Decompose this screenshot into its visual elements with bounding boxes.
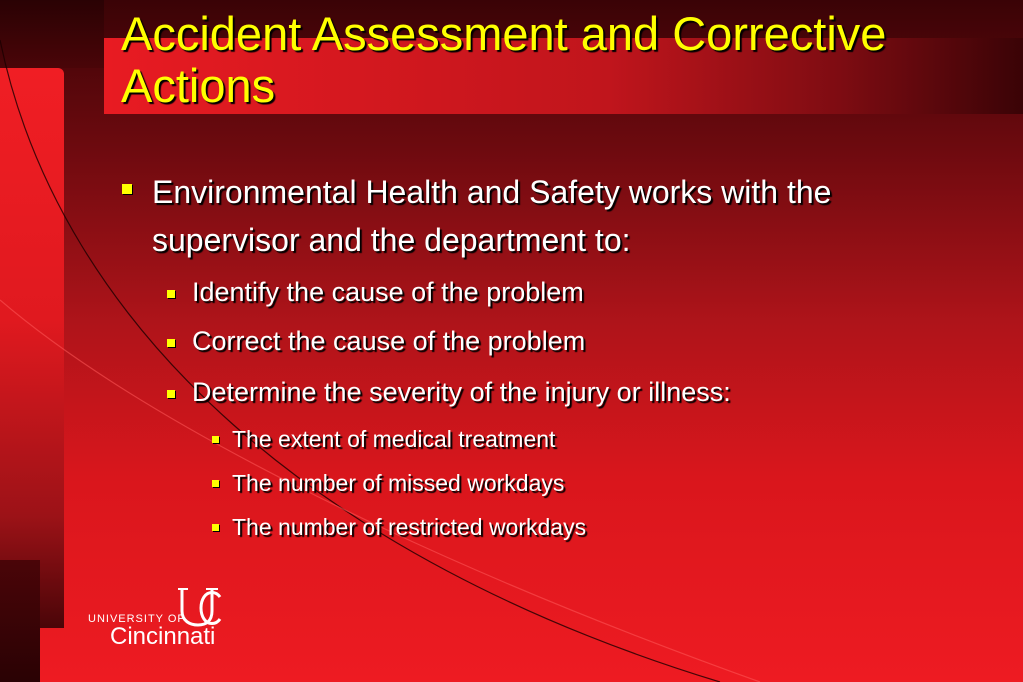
bullet-level-3: The number of restricted workdays (232, 514, 587, 540)
bullet-level-1: Environmental Health and Safety works with the supervisor and the department to: (152, 174, 832, 258)
bullet-level-3: The extent of medical treatment (232, 426, 556, 452)
logo-university-of: UNIVERSITY OF (88, 613, 186, 625)
university-logo (88, 585, 248, 655)
bullet-square-icon (167, 339, 175, 347)
left-panel (0, 68, 64, 628)
left-edge (0, 560, 40, 682)
bullet-square-icon (122, 184, 132, 194)
bullet-level-2: Correct the cause of the problem (192, 326, 586, 356)
logo-cincinnati: Cincinnati (110, 623, 216, 650)
bullet-square-icon (167, 390, 175, 398)
bullet-level-3: The number of missed workdays (232, 470, 565, 496)
bullet-square-icon (212, 480, 219, 487)
bullet-level-2: Determine the severity of the injury or illness: (192, 377, 731, 407)
slide-title: Accident Assessment and Corrective Actions (121, 7, 887, 112)
bullet-square-icon (212, 524, 219, 531)
corner-block (0, 0, 104, 68)
bullet-level-2: Identify the cause of the problem (192, 277, 584, 307)
bullet-square-icon (167, 290, 175, 298)
bullet-square-icon (212, 436, 219, 443)
